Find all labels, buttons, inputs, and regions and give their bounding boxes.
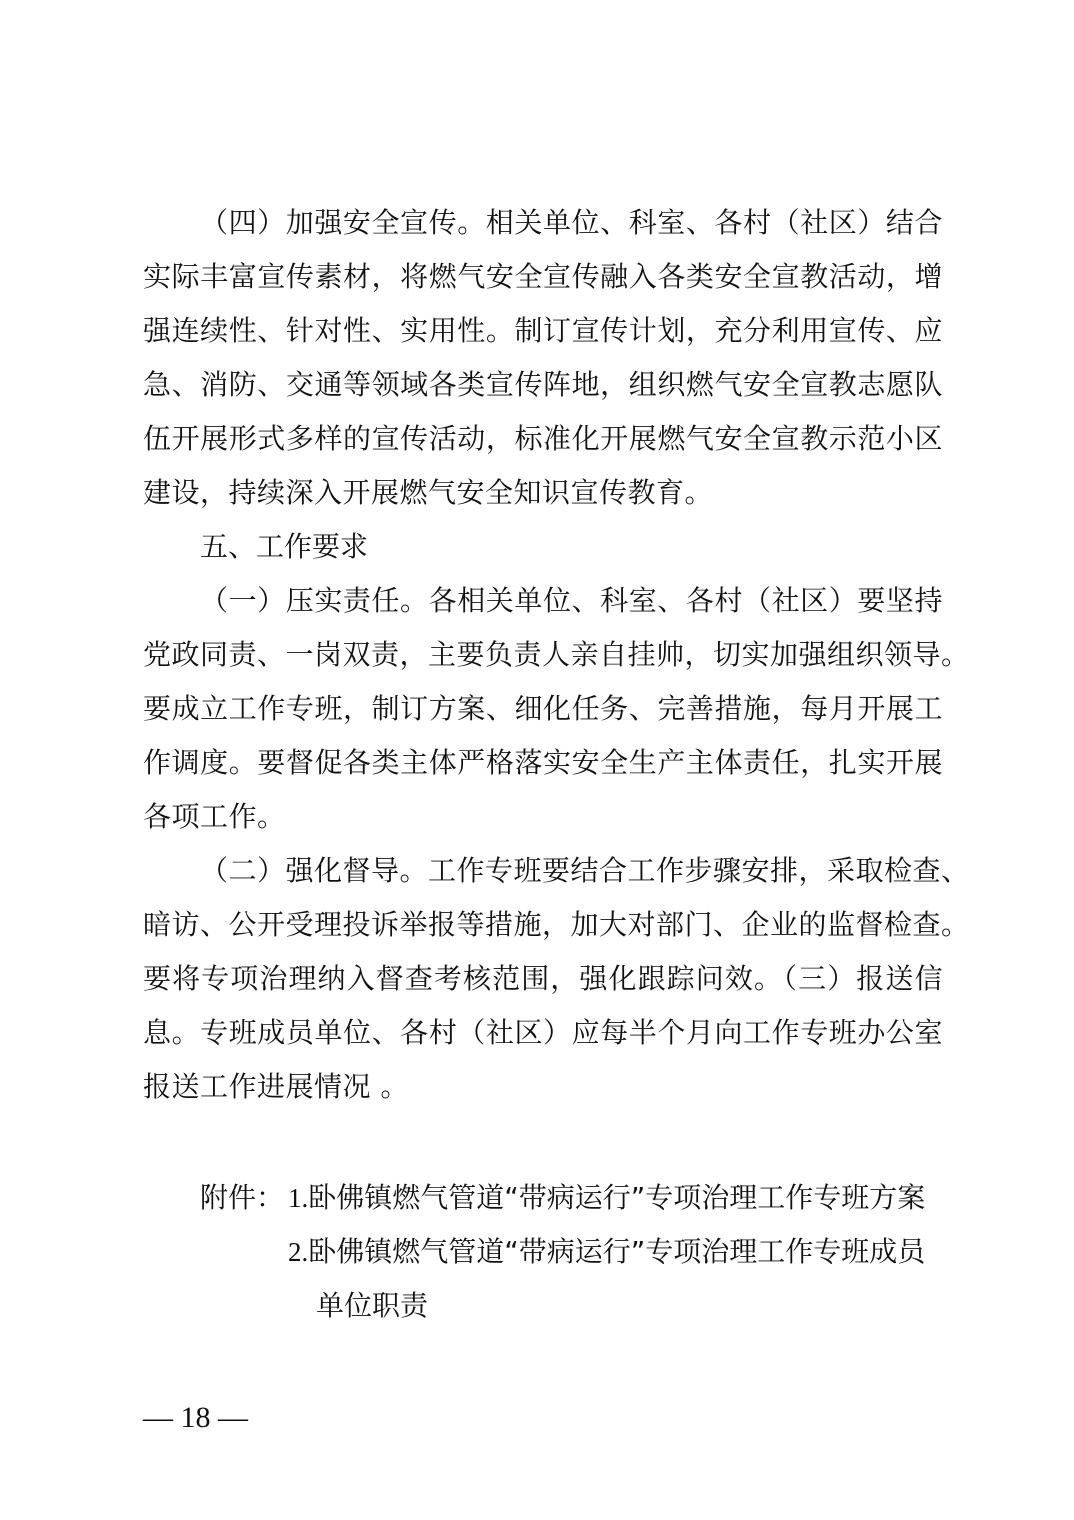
attachment-1-number: 1. [288, 1183, 309, 1213]
paragraph-line: 强连续性、针对性、实用性。制订宣传计划，充分利用宣传、应 [143, 314, 943, 347]
paragraph-line: 暗访、公开受理投诉举报等措施，加大对部门、企业的监督检查。 [143, 908, 970, 941]
attachment-2 [288, 1234, 925, 1270]
paragraph-line: 要成立工作专班，制订方案、细化任务、完善措施，每月开展工 [143, 692, 943, 725]
paragraph-line: 党政同责、一岗双责，主要负责人亲自挂帅，切实加强组织领导。 [143, 638, 970, 671]
paragraph-line: 伍开展形式多样的宣传活动，标准化开展燃气安全宣教示范小区 [143, 422, 943, 455]
page-number: — 18 — [143, 1401, 248, 1434]
attachment-2-continuation: 单位职责 [316, 1289, 429, 1322]
paragraph-line: （一）压实责任。各相关单位、科室、各村（社区）要坚持 [200, 584, 943, 617]
paragraph-line: 报送工作进展情况 。 [143, 1070, 409, 1103]
paragraph-line: （四）加强安全宣传。相关单位、科室、各村（社区）结合 [200, 206, 943, 239]
section-heading: 五、工作要求 [200, 530, 369, 563]
paragraph-line: 急、消防、交通等领域各类宣传阵地，组织燃气安全宣教志愿队 [143, 368, 943, 401]
paragraph-line: 各项工作。 [143, 800, 286, 833]
paragraph-line: 实际丰富宣传素材，将燃气安全宣传融入各类安全宣教活动，增 [143, 260, 943, 293]
paragraph-line: 要将专项治理纳入督查考核范围，强化跟踪问效。（三）报送信 [143, 962, 943, 995]
paragraph-line: （二）强化督导。工作专班要结合工作步骤安排，采取检查、 [200, 854, 970, 887]
attachment-1-title: 卧佛镇燃气管道“带病运行”专项治理工作专班方案 [308, 1181, 926, 1214]
attachment-2-number: 2. [288, 1237, 309, 1267]
paragraph-line: 息。专班成员单位、各村（社区）应每半个月向工作专班办公室 [143, 1016, 943, 1049]
paragraph-line: 建设，持续深入开展燃气安全知识宣传教育。 [143, 476, 714, 509]
attachment-1 [288, 1180, 925, 1216]
attachments-label: 附件： [200, 1181, 285, 1214]
attachment-2-title: 卧佛镇燃气管道“带病运行”专项治理工作专班成员 [308, 1235, 926, 1268]
paragraph-line: 作调度。要督促各类主体严格落实安全生产主体责任，扎实开展 [143, 746, 943, 779]
